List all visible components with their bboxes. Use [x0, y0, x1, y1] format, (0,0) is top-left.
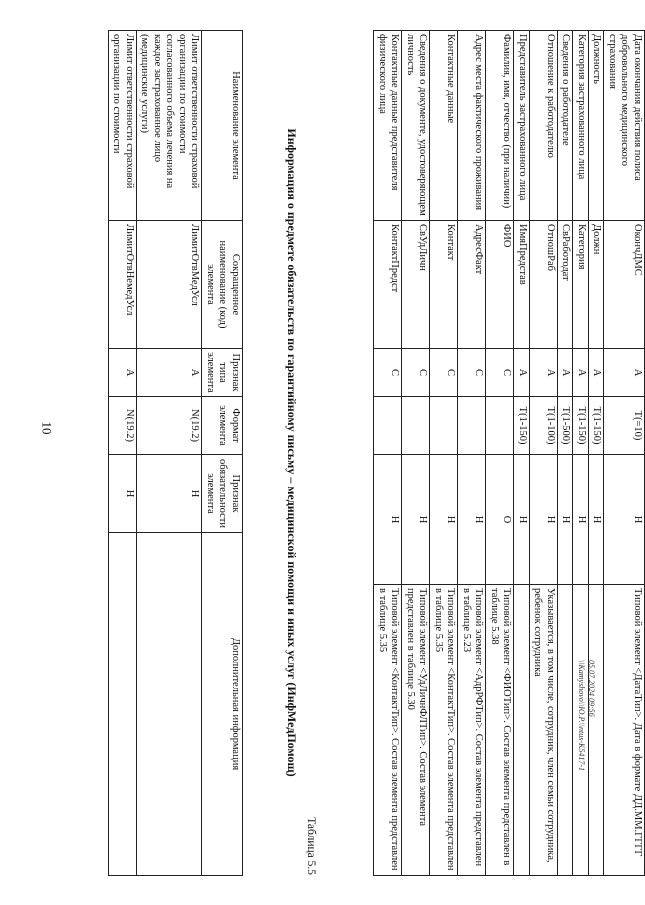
cell-req: Н	[514, 455, 530, 585]
cell-info	[109, 533, 137, 876]
cell-format: T(1-100)	[530, 397, 558, 455]
cell-req: Н	[573, 455, 589, 585]
cell-code: Контакт	[430, 221, 458, 349]
cell-type: С	[430, 349, 458, 397]
header-required: Признак обязательности элемента	[202, 455, 243, 533]
cell-format: N(19.2)	[137, 397, 203, 455]
footer-path: \\Kamyshovo\\Ю.Р.\\ntus-K5417-1	[577, 660, 586, 772]
header-info: Дополнительная информация	[202, 533, 243, 876]
table-row	[558, 31, 574, 876]
cell-name: Сведения о работодателе	[558, 31, 574, 221]
cell-code: СвРаботодат	[558, 221, 574, 349]
cell-code: АдресФакт	[458, 221, 486, 349]
cell-format	[486, 397, 514, 455]
table-row	[458, 31, 486, 876]
cell-format: T(1-500)	[558, 397, 574, 455]
table-row	[137, 31, 203, 876]
table-row	[486, 31, 514, 876]
cell-req: Н	[458, 455, 486, 585]
cell-name: Отношение к работодателю	[530, 31, 558, 221]
cell-name: Контактные данные представителя физического лица	[374, 31, 402, 221]
cell-code: СвУдЛичн	[402, 221, 430, 349]
table-row	[109, 31, 137, 876]
table-title: Информация о предмете обязательств по гарантийному письму – медицинской помощи и иных услуг (ИнфМедПомощ)	[285, 128, 299, 777]
cell-info: Типовой элемент <КонтактТип>. Состав элемента представлен в таблице 5.35	[430, 585, 458, 876]
cell-name: Фамилия, имя, отчество (при наличии)	[486, 31, 514, 221]
cell-format: T(1-150)	[589, 397, 605, 455]
cell-info: Типовой элемент <ФИОТип>. Состав элемента представлен в таблице 5.38	[486, 585, 514, 876]
cell-name: Представитель застрахованного лица	[514, 31, 530, 221]
cell-req: Н	[530, 455, 558, 585]
cell-type: А	[137, 349, 203, 397]
cell-req: О	[486, 455, 514, 585]
medical-assistance-table	[108, 30, 243, 876]
cell-format	[374, 397, 402, 455]
cell-type: А	[573, 349, 589, 397]
table-header-row	[202, 31, 243, 876]
header-type: Признак типа элемента	[202, 349, 243, 397]
cell-name: Лимит ответственности страховой организации по стоимости	[109, 31, 137, 221]
cell-info	[137, 533, 203, 876]
cell-code: Должн	[589, 221, 605, 349]
cell-code: ЛимитОтвНемедУсл	[109, 221, 137, 349]
cell-name: Контактные данные	[430, 31, 458, 221]
cell-format	[430, 397, 458, 455]
cell-name: Должность	[589, 31, 605, 221]
table-row	[430, 31, 458, 876]
cell-name: Адрес места фактического проживания	[458, 31, 486, 221]
cell-name: Сведения о документе, удостоверяющем личность	[402, 31, 430, 221]
cell-format	[402, 397, 430, 455]
cell-req: Н	[402, 455, 430, 585]
table-row	[604, 31, 645, 876]
page-number: 10	[39, 421, 55, 435]
cell-type: С	[486, 349, 514, 397]
cell-name: Категория застрахованного лица	[573, 31, 589, 221]
cell-code: ИмяПредстав	[514, 221, 530, 349]
cell-info: Типовой элемент <АдрРФТип>. Состав элемента представлен в таблице 5.23	[458, 585, 486, 876]
cell-code: ЛимитОтвМедУсл	[137, 221, 203, 349]
cell-req: Н	[589, 455, 605, 585]
cell-format: N(19.2)	[109, 397, 137, 455]
cell-type: А	[109, 349, 137, 397]
cell-info: Типовой элемент <ДатаТип>. Дата в формате ДД.ММ.ГГГГ	[604, 585, 645, 876]
table-row	[374, 31, 402, 876]
cell-info	[514, 585, 530, 876]
cell-req: Н	[137, 455, 203, 533]
rotated-page-content	[111, 30, 645, 875]
cell-type: С	[374, 349, 402, 397]
table-number-label: Таблица 5.5	[305, 817, 317, 875]
cell-name: Лимит ответственности страховой организации по стоимости согласованного объема лечения на каждое застрахованное лицо (медицинские услуги)	[137, 31, 203, 221]
cell-code: ФИО	[486, 221, 514, 349]
cell-code: ОкончДМС	[604, 221, 645, 349]
cell-type: А	[530, 349, 558, 397]
cell-type: С	[402, 349, 430, 397]
cell-req: Н	[109, 455, 137, 533]
cell-type: А	[604, 349, 645, 397]
table-row	[530, 31, 558, 876]
cell-req: Н	[374, 455, 402, 585]
cell-format	[458, 397, 486, 455]
cell-info: Типовой элемент <УдЛичнФЛТип>. Состав элемента представлен в таблице 5.30	[402, 585, 430, 876]
header-code: Сокращенное наименование (код) элемента	[202, 221, 243, 349]
cell-type: А	[558, 349, 574, 397]
cell-type: А	[589, 349, 605, 397]
cell-format: T(=10)	[604, 397, 645, 455]
header-name: Наименование элемента	[202, 31, 243, 221]
cell-format: T(1-150)	[514, 397, 530, 455]
cell-type: С	[458, 349, 486, 397]
elements-table-continued	[374, 30, 645, 876]
header-format: Формат элемента	[202, 397, 243, 455]
cell-name: Дата окончания действия полиса добровольного медицинского страхования	[604, 31, 645, 221]
cell-info	[558, 585, 574, 876]
cell-info: Указывается, в том числе, сотрудник, член семьи сотрудника, ребенок сотрудника	[530, 585, 558, 876]
footer-timestamp: 05.07.2024 09:56	[587, 660, 596, 717]
cell-req: Н	[430, 455, 458, 585]
table-row	[402, 31, 430, 876]
cell-code: Категория	[573, 221, 589, 349]
cell-type: А	[514, 349, 530, 397]
cell-req: Н	[604, 455, 645, 585]
cell-info: Типовой элемент <КонтактТип>. Состав элемента представлен в таблице 5.35	[374, 585, 402, 876]
cell-code: ОтношРаб	[530, 221, 558, 349]
table-row	[514, 31, 530, 876]
cell-req: Н	[558, 455, 574, 585]
cell-code: КонтактПредст	[374, 221, 402, 349]
document-footer-stamp	[576, 660, 596, 790]
cell-format: T(1-150)	[573, 397, 589, 455]
